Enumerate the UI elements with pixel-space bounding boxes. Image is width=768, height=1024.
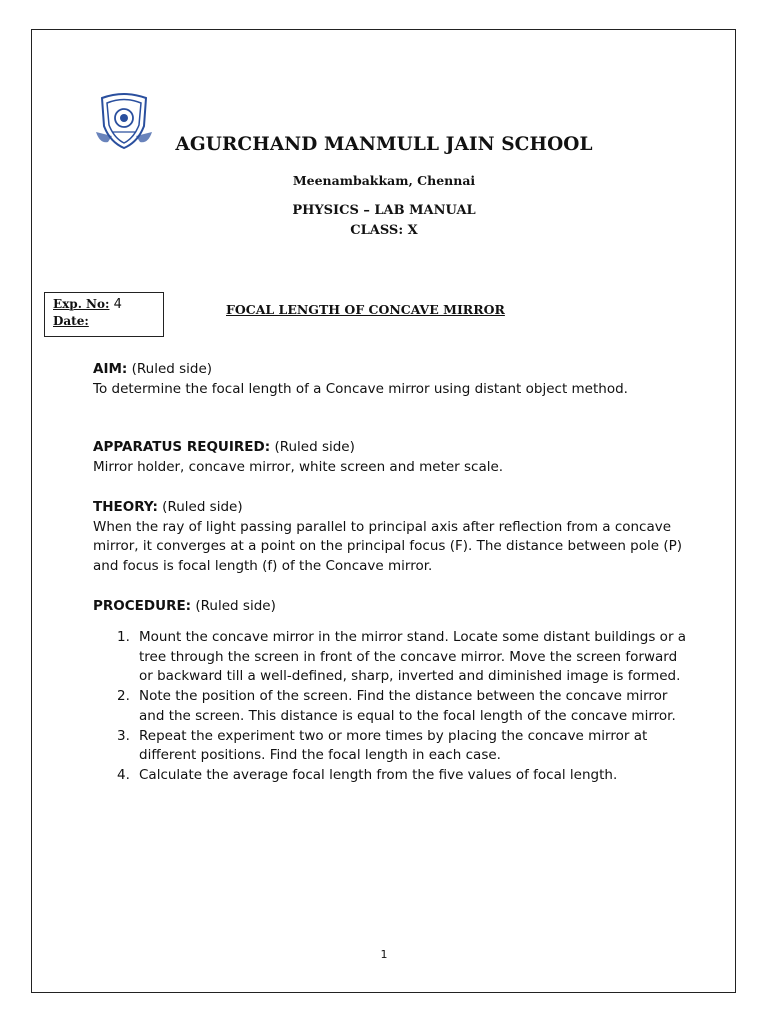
theory-note: (Ruled side) <box>162 499 243 515</box>
procedure-step <box>93 727 693 766</box>
procedure-step <box>93 687 693 726</box>
exp-info-box <box>44 292 164 337</box>
class-heading: CLASS: X <box>350 223 418 238</box>
step-number: 2. <box>117 688 130 705</box>
theory-section <box>93 498 693 576</box>
apparatus-section <box>93 438 693 477</box>
date-row <box>53 313 163 330</box>
step-text: Calculate the average focal length from the five values of focal length. <box>139 766 618 783</box>
procedure-section <box>93 597 693 617</box>
aim-heading: AIM: <box>93 361 128 377</box>
procedure-heading: PROCEDURE: <box>93 598 192 614</box>
step-text: Repeat the experiment two or more times by placing the concave mirror at different positions. Find the focal length in each case. <box>139 727 648 764</box>
theory-text: When the ray of light passing parallel to principal axis after reflection from a concave mirror, it converges at a point on the principal focus (F). The distance between pole (P) and focus is focal length (f) of the Concave mirror. <box>93 518 683 574</box>
school-name <box>0 134 768 155</box>
school-location: Meenambakkam, Chennai <box>292 173 476 188</box>
apparatus-heading: APPARATUS REQUIRED: <box>93 439 271 455</box>
procedure-step <box>93 628 693 687</box>
step-number: 4. <box>117 766 130 783</box>
page-number: 1 <box>380 948 388 961</box>
step-text: Note the position of the screen. Find the distance between the concave mirror and the screen. This distance is equal to the focal length of the concave mirror. <box>139 688 676 724</box>
experiment-title: FOCAL LENGTH OF CONCAVE MIRROR <box>226 302 505 317</box>
exp-no-label: Exp. No: <box>53 297 110 311</box>
school-name-text: AGURCHAND MANMULL JAIN SCHOOL <box>175 134 593 155</box>
step-text: Mount the concave mirror in the mirror stand. Locate some distant buildings or a tree through the screen in front of the concave mirror. Move the screen forward or backward till a well-defined, sharp, inverted and diminished image is formed. <box>139 629 687 685</box>
aim-text: To determine the focal length of a Concave mirror using distant object method. <box>93 380 628 397</box>
date-label: Date: <box>53 314 89 328</box>
apparatus-text: Mirror holder, concave mirror, white screen and meter scale. <box>93 458 504 475</box>
aim-section <box>93 360 693 399</box>
exp-no-row <box>53 296 163 313</box>
subject-heading: PHYSICS – LAB MANUAL <box>292 203 476 218</box>
aim-note: (Ruled side) <box>131 361 213 377</box>
exp-no-value: 4 <box>113 297 122 312</box>
procedure-steps <box>93 628 693 786</box>
apparatus-note: (Ruled side) <box>274 439 355 455</box>
theory-heading: THEORY: <box>93 499 158 515</box>
step-number: 3. <box>117 727 130 744</box>
procedure-note: (Ruled side) <box>195 598 276 614</box>
step-number: 1. <box>117 629 130 645</box>
procedure-step <box>93 766 693 786</box>
